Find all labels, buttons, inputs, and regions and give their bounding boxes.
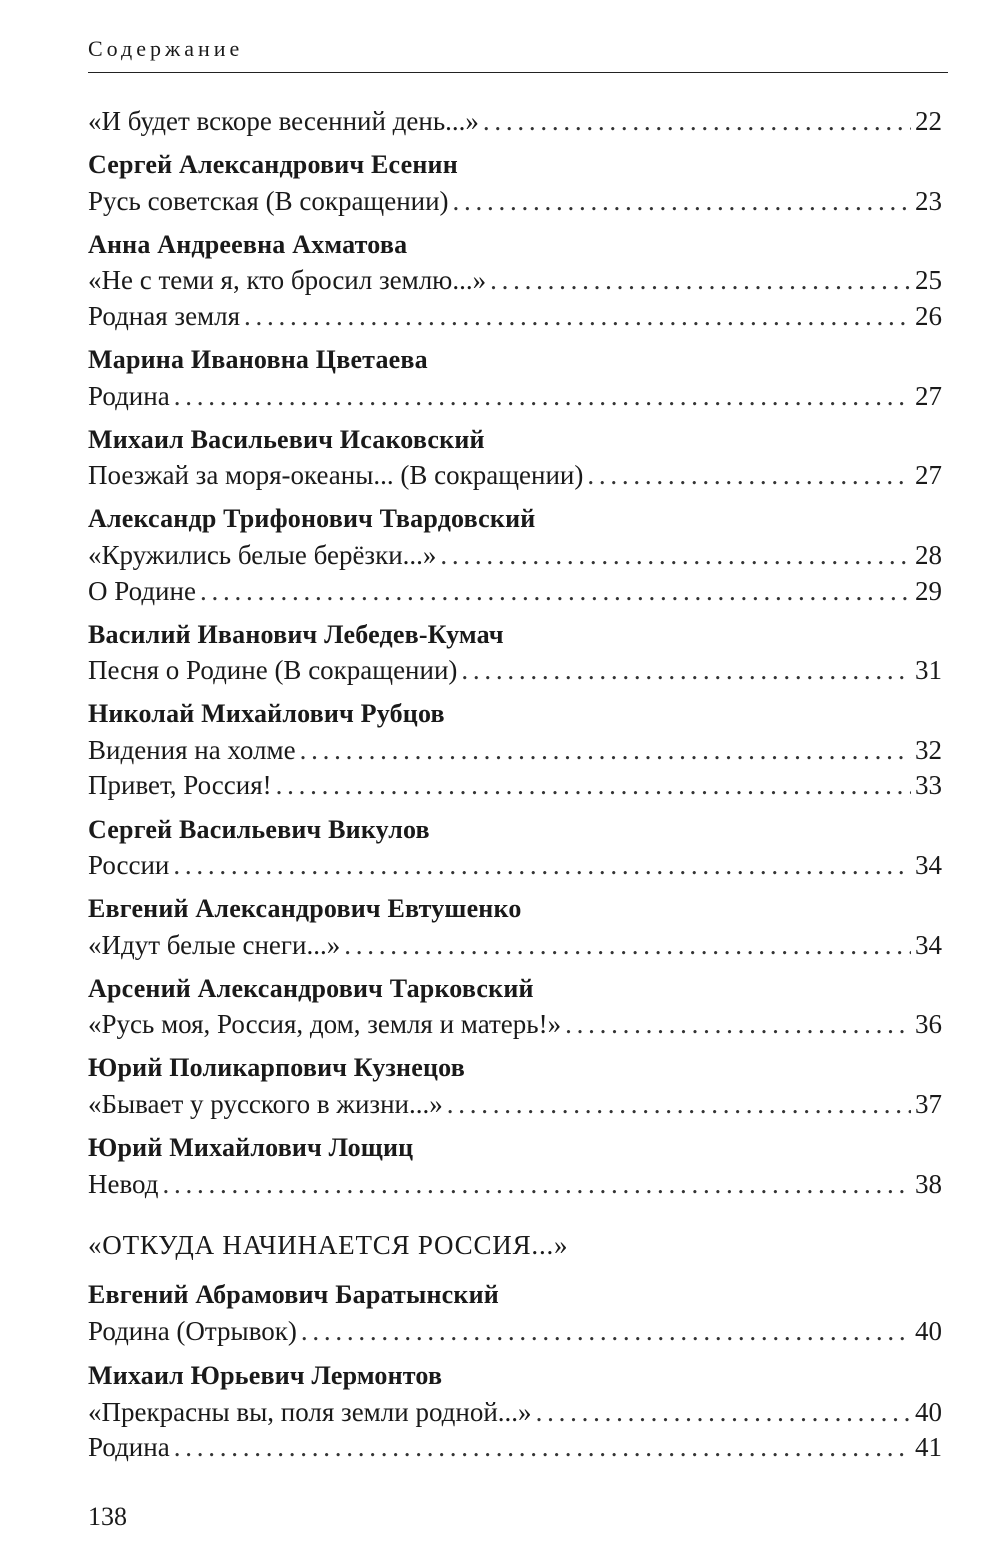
- dot-leader: [440, 538, 911, 572]
- dot-leader: [301, 1314, 911, 1348]
- toc-entry-title: Песня о Родине (В сокращении): [88, 655, 458, 685]
- toc-author-heading: Николай Михайлович Рубцов: [88, 699, 445, 728]
- toc-entry-title: России: [88, 850, 170, 880]
- toc-author-heading: Юрий Поликарпович Кузнецов: [88, 1053, 465, 1082]
- toc-author-heading: Марина Ивановна Цветаева: [88, 345, 428, 374]
- toc-entry-title: Поезжай за моря-океаны... (В сокращении): [88, 460, 584, 490]
- toc-entry-page: 34: [915, 850, 942, 880]
- toc-entry-page: 40: [915, 1316, 942, 1346]
- dot-leader: [483, 104, 911, 138]
- toc-entry: [88, 1314, 942, 1348]
- toc-author-heading: Сергей Васильевич Викулов: [88, 815, 430, 844]
- toc-entry: [88, 1430, 942, 1464]
- dot-leader: [244, 299, 911, 333]
- toc-entry-title: О Родине: [88, 576, 196, 606]
- toc-entry-page: 22: [915, 106, 942, 136]
- toc-entry-page: 32: [915, 735, 942, 765]
- toc-entry-title: Родина: [88, 381, 170, 411]
- toc-entry: [88, 848, 942, 882]
- dot-leader: [344, 928, 911, 962]
- toc-entry-title: Привет, Россия!: [88, 770, 272, 800]
- dot-leader: [174, 379, 911, 413]
- dot-leader: [453, 184, 911, 218]
- toc-entry: [88, 1007, 942, 1041]
- page-number: 138: [88, 1502, 127, 1531]
- toc-author-heading: Арсений Александрович Тарковский: [88, 974, 534, 1003]
- toc-entry: [88, 538, 942, 572]
- toc-author-heading: Михаил Васильевич Исаковский: [88, 425, 485, 454]
- toc-entry-page: 40: [915, 1397, 942, 1427]
- toc-entry-title: Родина (Отрывок): [88, 1316, 297, 1346]
- toc-entry: [88, 104, 942, 138]
- toc-entry-page: 38: [915, 1169, 942, 1199]
- toc-entry-page: 27: [915, 460, 942, 490]
- toc-entry-page: 41: [915, 1432, 942, 1462]
- dot-leader: [536, 1395, 911, 1429]
- toc-entry-title: «Прекрасны вы, поля земли родной...»: [88, 1397, 532, 1427]
- toc-author-heading: Евгений Александрович Евтушенко: [88, 894, 522, 923]
- dot-leader: [300, 733, 911, 767]
- toc-entry-page: 25: [915, 265, 942, 295]
- toc-entry-page: 31: [915, 655, 942, 685]
- toc-entry-page: 37: [915, 1089, 942, 1119]
- running-head: Содержание: [88, 36, 244, 61]
- toc-entry-page: 34: [915, 930, 942, 960]
- dot-leader: [565, 1007, 911, 1041]
- header-rule: [88, 72, 948, 73]
- toc-entry: [88, 574, 942, 608]
- toc-entry-title: «И будет вскоре весенний день...»: [88, 106, 479, 136]
- toc-entry-page: 29: [915, 576, 942, 606]
- toc-author-heading: Василий Иванович Лебедев-Кумач: [88, 620, 504, 649]
- toc-entry: [88, 1395, 942, 1429]
- dot-leader: [490, 263, 911, 297]
- toc-entry: [88, 458, 942, 492]
- toc-entry: [88, 1167, 942, 1201]
- toc-entry-title: Родина: [88, 1432, 170, 1462]
- toc-entry: [88, 184, 942, 218]
- toc-entry-title: «Бывает у русского в жизни...»: [88, 1089, 443, 1119]
- toc-entry: [88, 299, 942, 333]
- toc-entry-title: Русь советская (В сокращении): [88, 186, 449, 216]
- toc-author-heading: Михаил Юрьевич Лермонтов: [88, 1361, 443, 1390]
- dot-leader: [276, 768, 911, 802]
- dot-leader: [587, 458, 911, 492]
- toc-entry: [88, 1087, 942, 1121]
- toc-entry-title: Невод: [88, 1169, 159, 1199]
- toc-entry-title: «Русь моя, Россия, дом, земля и матерь!»: [88, 1009, 562, 1039]
- dot-leader: [173, 848, 911, 882]
- toc-entry-page: 26: [915, 301, 942, 331]
- dot-leader: [163, 1167, 911, 1201]
- toc-entry: [88, 653, 942, 687]
- toc-author-heading: Анна Андреевна Ахматова: [88, 230, 408, 259]
- dot-leader: [461, 653, 911, 687]
- toc-entry-page: 23: [915, 186, 942, 216]
- toc-entry-title: «Не с теми я, кто бросил землю...»: [88, 265, 487, 295]
- toc-entry-title: Родная земля: [88, 301, 241, 331]
- dot-leader: [200, 574, 911, 608]
- toc-entry-page: 36: [915, 1009, 942, 1039]
- toc-entry-title: «Идут белые снеги...»: [88, 930, 341, 960]
- toc-author-heading: Сергей Александрович Есенин: [88, 150, 458, 179]
- dot-leader: [447, 1087, 911, 1121]
- dot-leader: [174, 1430, 911, 1464]
- toc-author-heading: Евгений Абрамович Баратынский: [88, 1280, 499, 1309]
- toc-entry: [88, 733, 942, 767]
- toc-author-heading: Юрий Михайлович Лощиц: [88, 1133, 414, 1162]
- toc-entry-page: 28: [915, 540, 942, 570]
- toc-entry-page: 33: [915, 770, 942, 800]
- toc-entry-title: Видения на холме: [88, 735, 296, 765]
- toc-entry: [88, 263, 942, 297]
- toc-entry: [88, 928, 942, 962]
- toc-entry: [88, 379, 942, 413]
- toc-section-heading: «ОТКУДА НАЧИНАЕТСЯ РОССИЯ...»: [88, 1230, 569, 1260]
- toc-author-heading: Александр Трифонович Твардовский: [88, 504, 536, 533]
- toc-entry: [88, 768, 942, 802]
- toc-entry-title: «Кружились белые берёзки...»: [88, 540, 437, 570]
- toc-entry-page: 27: [915, 381, 942, 411]
